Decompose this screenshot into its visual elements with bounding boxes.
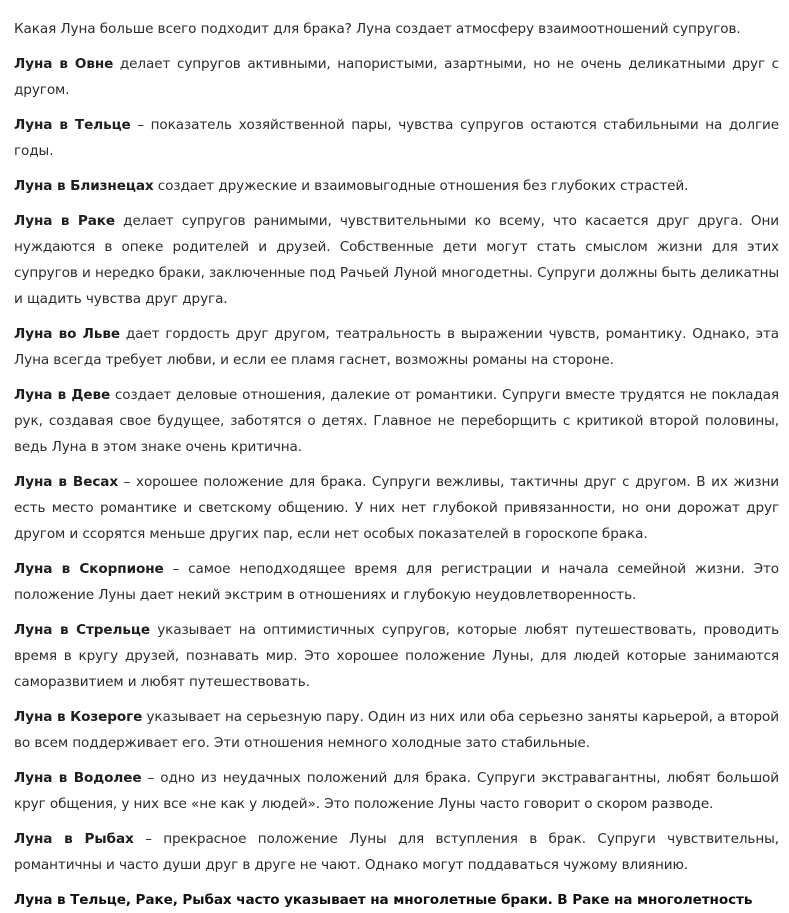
paragraph-title: Луна в Раке — [14, 213, 116, 229]
intro-text: Какая Луна больше всего подходит для брака? Луна создает атмосферу взаимоотношений супругов. — [14, 21, 741, 37]
paragraph-moon-sagittarius — [14, 617, 779, 695]
paragraph-title: Луна в Тельце — [14, 117, 131, 133]
paragraph-title: Луна в Рыбах — [14, 831, 134, 847]
paragraph-moon-gemini — [14, 173, 779, 199]
paragraph-moon-capricorn — [14, 704, 779, 756]
paragraph-moon-scorpio — [14, 556, 779, 608]
paragraph-title: Луна в Козероге — [14, 709, 143, 725]
paragraph-moon-taurus — [14, 112, 779, 164]
final-cut-off-line: Луна в Тельце, Раке, Рыбах часто указывает на многолетные браки. В Раке на многолетность — [14, 892, 753, 908]
paragraph-title: Луна в Скорпионе — [14, 561, 164, 577]
paragraph-text: – прекрасное положение Луны для вступления в брак. Супруги чувствительны, романтичны и часто души друг в друге не чают. Однако могут поддаваться чужому влиянию. — [14, 831, 779, 873]
paragraph-moon-libra — [14, 469, 779, 547]
paragraph-moon-pisces — [14, 826, 779, 878]
paragraph-text: указывает на серьезную пару. Один из них или оба серьезно заняты карьерой, а второй во всем поддерживает его. Эти отношения немного холодные зато стабильные. — [14, 709, 779, 751]
paragraph-title: Луна в Близнецах — [14, 178, 154, 194]
paragraph-text: дает гордость друг другом, театральность в выражении чувств, романтику. Однако, эта Луна всегда требует любви, и если ее пламя гаснет, возможны романы на стороне. — [14, 326, 779, 368]
paragraph-moon-leo — [14, 321, 779, 373]
paragraph-text: создает дружеские и взаимовыгодные отношения без глубоких страстей. — [153, 178, 689, 194]
paragraph-title: Луна в Весах — [14, 474, 119, 490]
paragraph-title: Луна в Стрельце — [14, 622, 150, 638]
paragraph-text: – самое неподходящее время для регистрации и начала семейной жизни. Это положение Луны дает некий экстрим в отношениях и глубокую неудовлетворенность. — [14, 561, 779, 603]
paragraph-text: – одно из неудачных положений для брака. Супруги экстравагантны, любят большой круг общения, у них все «не как у людей». Это положение Луны часто говорит о скором разводе. — [14, 770, 779, 812]
paragraph-title: Луна в Деве — [14, 387, 111, 403]
paragraph-moon-aquarius — [14, 765, 779, 817]
paragraph-moon-virgo — [14, 382, 779, 460]
paragraph-text: делает супругов активными, напористыми, азартными, но не очень деликатными друг с другом. — [14, 56, 779, 98]
paragraph-text: создает деловые отношения, далекие от романтики. Супруги вместе трудятся не покладая рук, создавая свое будущее, заботятся о детях. Главное не переборщить с критикой второй половины, ведь Луна в этом знаке очень критична. — [14, 387, 780, 455]
paragraph-title: Луна в Водолее — [14, 770, 142, 786]
paragraph-title: Луна в Овне — [14, 56, 114, 72]
paragraph-title: Луна во Льве — [14, 326, 120, 342]
paragraph-text: – хорошее положение для брака. Супруги вежливы, тактичны друг с другом. В их жизни есть место романтике и светскому общению. У них нет глубокой привязанности, но они дорожат друг другом и ссорятся меньше других пар, если нет особых показателей в гороскопе брака. — [14, 474, 779, 542]
paragraph-text: указывает на оптимистичных супругов, которые любят путешествовать, проводить время в кругу друзей, познавать мир. Это хорошее положение Луны, для людей которые занимаются саморазвитием и любят путешествовать. — [14, 622, 780, 690]
paragraph-text: делает супругов ранимыми, чувствительными ко всему, что касается друг друга. Они нуждаются в опеке родителей и друзей. Собственные дети могут стать смыслом жизни для этих супругов и нередко браки, заключенные под Рачьей Луной многодетны. Супруги должны быть деликатны и щадить чувства друг друга. — [14, 213, 779, 307]
paragraph-moon-cancer — [14, 208, 779, 312]
paragraph-text: – показатель хозяйственной пары, чувства супругов остаются стабильными на долгие годы. — [14, 117, 779, 159]
paragraph-moon-aries — [14, 51, 779, 103]
